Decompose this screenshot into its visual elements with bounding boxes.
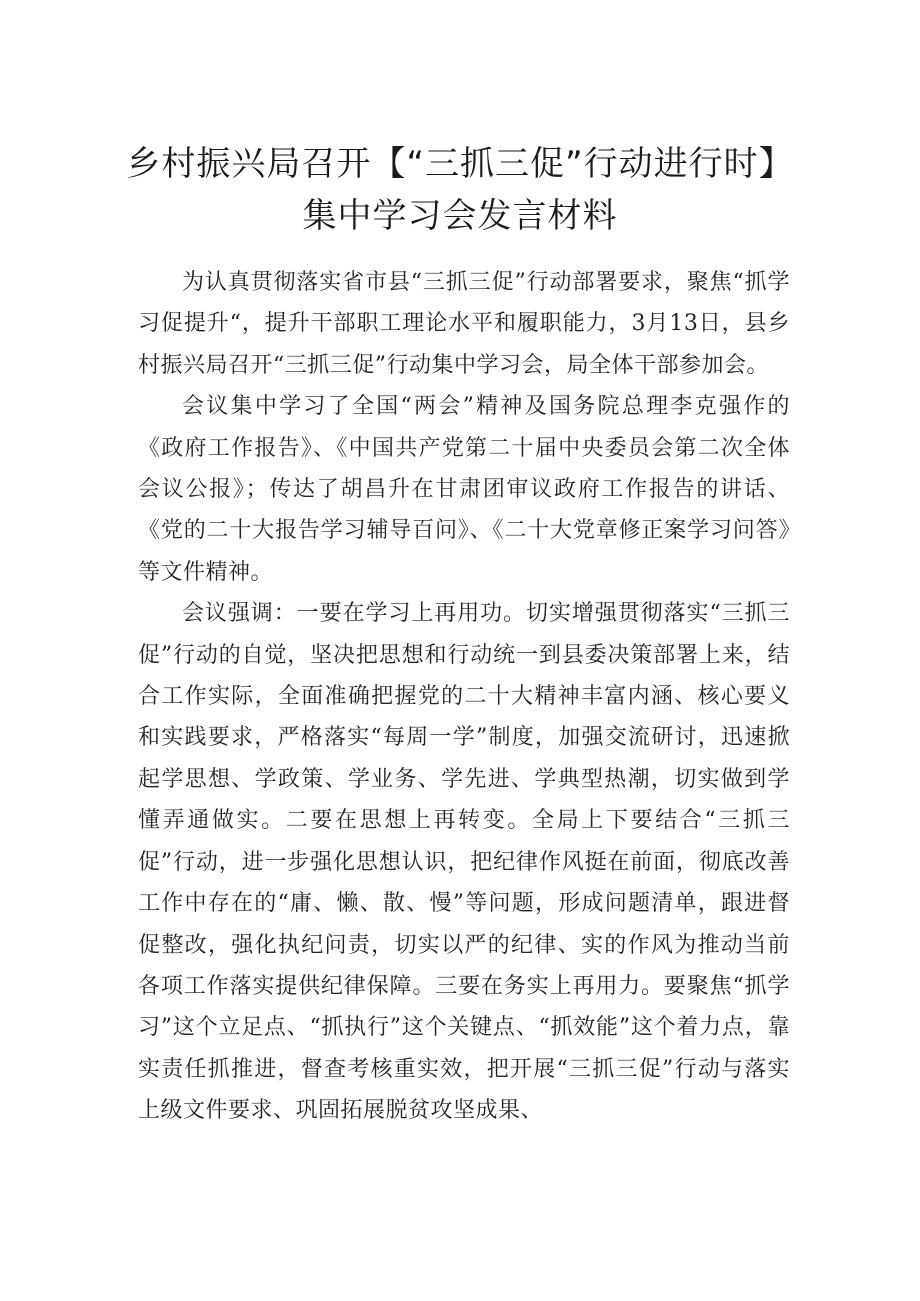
paragraph-meeting-emphasis: 会议强调：一要在学习上再用功。切实增强贯彻落实“三抓三促”行动的自觉，坚决把思想和行动统一到县委决策部署上来，结合工作实际，全面准确把握党的二十大精神丰富内涵、核心要义和实践要求，严格落实“每周一学”制度，加强交流研讨，迅速掀起学思想、学政策、学业务、学先进、学典型热潮，切实做到学懂弄通做实。二要在思想上再转变。全局上下要结合“三抓三促”行动，进一步强化思想认识，把纪律作风挺在前面，彻底改善工作中存在的“庸、懒、散、慢”等问题，形成问题清单，跟进督促整改，强化执纪问责，切实以严的纪律、实的作风为推动当前各项工作落实提供纪律保障。三要在务实上再用力。要聚焦“抓学习”这个立足点、“抓执行”这个关键点、“抓效能”这个着力点，靠实责任抓推进，督查考核重实效，把开展“三抓三促”行动与落实上级文件要求、巩固拓展脱贫攻坚成果、 [138, 601, 790, 1124]
document-title: 乡村振兴局召开【“三抓三促”行动进行时】集中学习会发言材料 [126, 144, 794, 236]
paragraph-intro: 为认真贯彻落实省市县“三抓三促”行动部署要求，聚焦“抓学习促提升“，提升干部职工理论水平和履职能力，3月13日，县乡村振兴局召开“三抓三促”行动集中学习会，局全体干部参加会。 [138, 270, 790, 378]
paragraph-study-content: 会议集中学习了全国“两会”精神及国务院总理李克强作的《政府工作报告》、《中国共产党第二十届中央委员会第二次全体会议公报》；传达了胡昌升在甘肃团审议政府工作报告的讲话、《党的二十大报告学习辅导百问》、《二十大党章修正案学习问答》等文件精神。 [138, 394, 790, 585]
document-body [138, 262, 790, 1132]
